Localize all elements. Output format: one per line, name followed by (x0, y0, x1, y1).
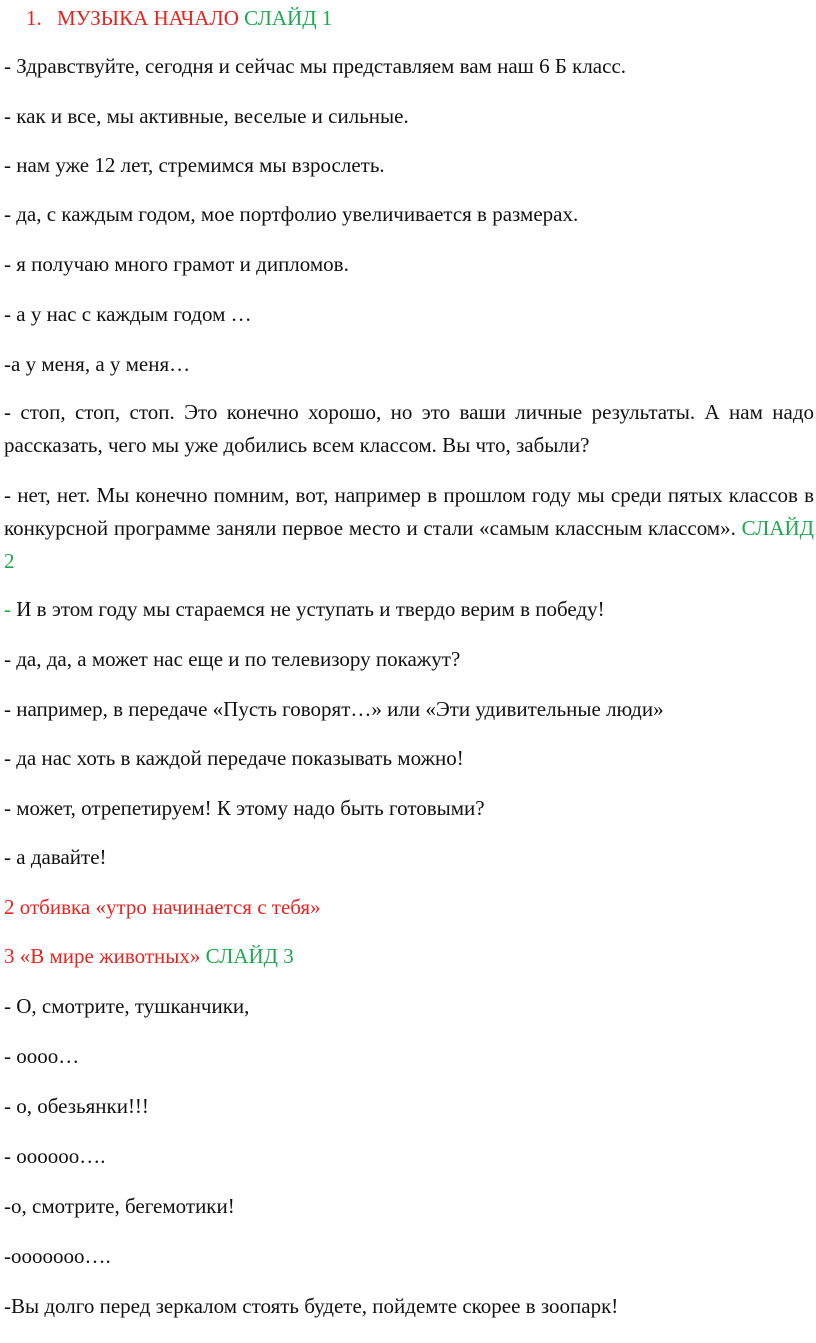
dialogue-line: - да нас хоть в каждой передаче показывать можно! (4, 746, 464, 770)
dialogue-line: -о, смотрите, бегемотики! (4, 1194, 235, 1218)
cue-music-2: 2 отбивка «утро начинается с тебя» (4, 895, 321, 919)
dialogue-line: - как и все, мы активные, веселые и сильные. (4, 104, 409, 128)
dialogue-line: - а у нас с каждым годом … (4, 302, 252, 326)
dialogue-line: - оооо… (4, 1044, 80, 1068)
section-heading (4, 2, 812, 34)
dialogue-line-year (4, 593, 812, 625)
dialogue-paragraph-stop: - стоп, стоп, стоп. Это конечно хорошо, но это ваши личные результаты. А нам надо рассказать, чего мы уже добились всем классом. Вы что, забыли? (4, 400, 814, 457)
dialogue-line: - Здравствуйте, сегодня и сейчас мы представляем вам наш 6 Б класс. (4, 54, 627, 78)
slide-label: СЛАЙД 2 (4, 516, 814, 573)
line-dash: - (4, 597, 11, 621)
dialogue-line: - да, да, а может нас еще и по телевизору покажут? (4, 647, 461, 671)
dialogue-line: -а у меня, а у меня… (4, 352, 191, 376)
heading-number: 1. (26, 6, 42, 30)
dialogue-line: - нам уже 12 лет, стремимся мы взрослеть. (4, 153, 385, 177)
dialogue-line: - я получаю много грамот и дипломов. (4, 252, 349, 276)
dialogue-line: - о, обезьянки!!! (4, 1094, 149, 1118)
line-text: И в этом году мы стараемся не уступать и твердо верим в победу! (11, 597, 605, 621)
paragraph-text: - нет, нет. Мы конечно помним, вот, например в прошлом году мы среди пятых классов в конкурсной программе заняли первое место и стали «самым классным классом». (4, 483, 814, 540)
dialogue-line: - например, в передаче «Пусть говорят…» или «Эти удивительные люди» (4, 697, 664, 721)
dialogue-line: - а давайте! (4, 845, 107, 869)
slide-label: СЛАЙД 3 (205, 944, 294, 968)
dialogue-line: - может, отрепетируем! К этому надо быть готовыми? (4, 796, 485, 820)
dialogue-line: - оооооо…. (4, 1144, 106, 1168)
dialogue-line: -Вы долго перед зеркалом стоять будете, пойдемте скорее в зоопарк! (4, 1294, 619, 1318)
dialogue-line: -ооооооо…. (4, 1244, 111, 1268)
heading-title: МУЗЫКА НАЧАЛО (57, 6, 239, 30)
cue-text: 3 «В мире животных» (4, 944, 201, 968)
dialogue-line: - да, с каждым годом, мое портфолио увеличивается в размерах. (4, 202, 579, 226)
dialogue-line: - О, смотрите, тушканчики, (4, 994, 250, 1018)
cue-music-3 (4, 940, 812, 972)
dialogue-paragraph-net (4, 479, 814, 578)
heading-slide-label: СЛАЙД 1 (244, 6, 333, 30)
